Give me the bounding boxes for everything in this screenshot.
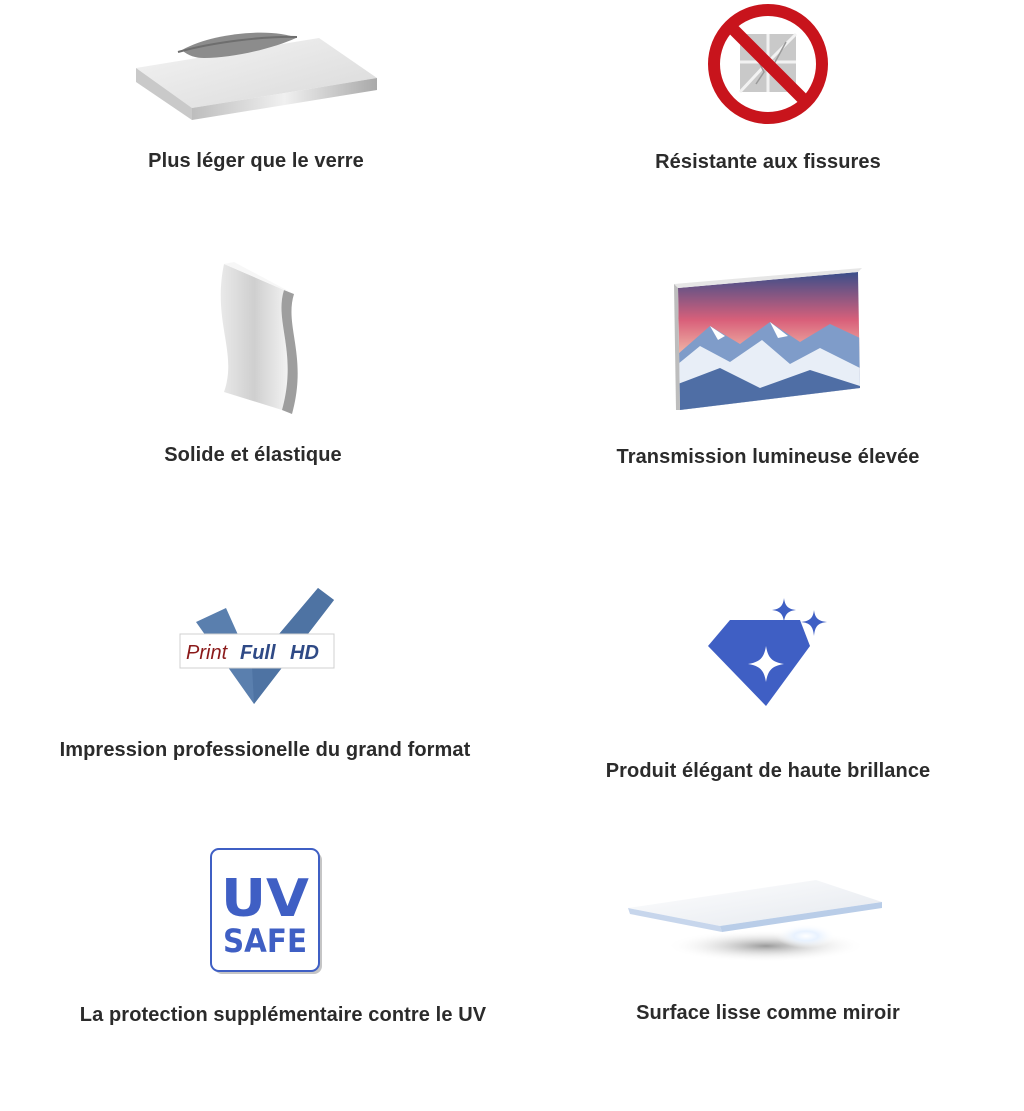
badge-full-text: Full [240, 642, 276, 664]
caption-crack-resistant: Résistante aux fissures [655, 151, 881, 173]
flexible-panel-icon [212, 262, 302, 422]
photo-panel-icon [670, 264, 866, 414]
badge-print-text: Print [186, 642, 228, 664]
uv-safe-icon [210, 848, 324, 976]
caption-high-light-transmission: Transmission lumineuse élevée [616, 446, 920, 468]
badge-hd-text: HD [290, 642, 319, 664]
mirror-panel-icon [626, 876, 886, 968]
diamond-sparkle-icon [706, 596, 832, 710]
caption-solid-elastic: Solide et élastique [164, 444, 342, 466]
no-cracks-icon [706, 2, 830, 126]
print-checkmark-icon [178, 586, 338, 710]
caption-elegant-gloss: Produit élégant de haute brillance [605, 760, 931, 782]
caption-uv-protection: La protection supplémentaire contre le UV [79, 1004, 487, 1026]
badge-uv-text: UV [221, 869, 309, 929]
badge-safe-text: SAFE [223, 922, 307, 960]
feather-on-panel-icon [134, 28, 379, 123]
caption-lighter-than-glass: Plus léger que le verre [148, 150, 364, 172]
caption-professional-printing: Impression professionelle du grand format [59, 739, 471, 761]
caption-mirror-surface: Surface lisse comme miroir [636, 1002, 900, 1024]
